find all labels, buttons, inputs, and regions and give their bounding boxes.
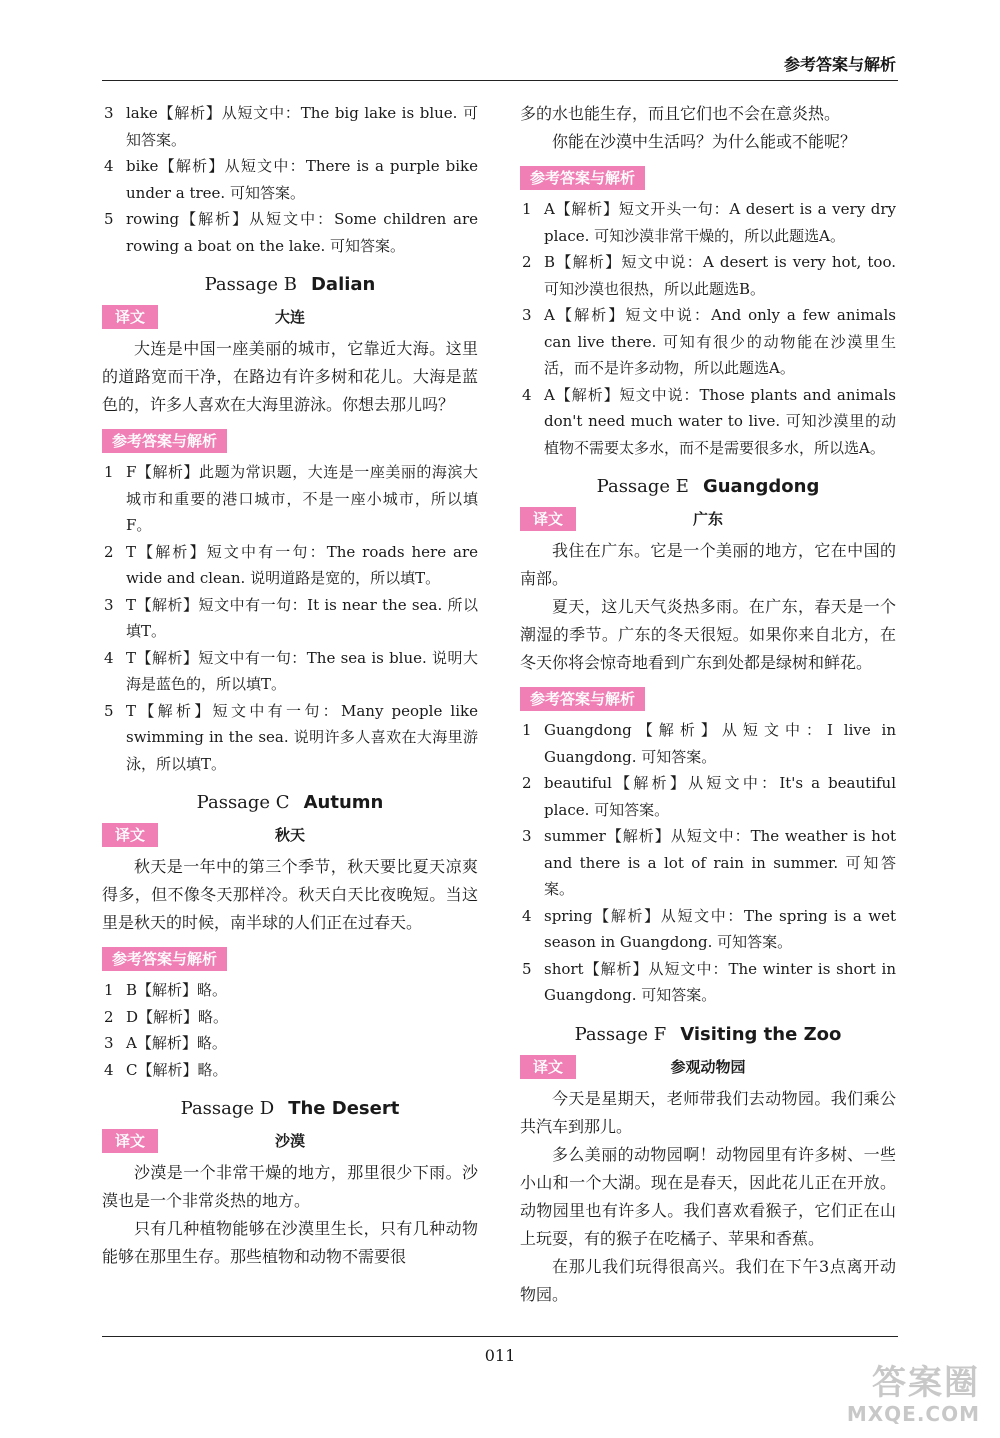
- passage-f-title: Passage F Visiting the Zoo: [574, 1023, 842, 1045]
- answer-item: 3 summer【解析】从短文中：The weather is hot and there is a lot of rain in summer. 可知答案。: [522, 827, 896, 898]
- translation-title: 广东: [692, 510, 723, 528]
- passage-d-title: Passage D The Desert: [180, 1098, 400, 1119]
- answer-item: 3 A【解析】短文中说：And only a few animals can live there. 可知有很少的动物能在沙漠里生活，而不是许多动物，所以此题选A。: [522, 306, 896, 377]
- header-title: 参考答案与解析: [783, 55, 896, 74]
- answer-item: 3 T【解析】短文中有一句：It is near the sea. 所以填T。: [104, 595, 478, 640]
- passage-b-title: Passage B Dalian: [204, 274, 376, 295]
- translation-paragraph: 今天是星期天，老师带我们去动物园。我们乘公共汽车到那儿。: [520, 1088, 896, 1136]
- footer-divider: [102, 1336, 898, 1337]
- watermark-logo: [810, 1364, 980, 1430]
- answer-item: 1 A【解析】短文开头一句：A desert is a very dry place. 可知沙漠非常干燥的，所以此题选A。: [522, 200, 896, 245]
- translation-title: 大连: [274, 308, 305, 326]
- translation-title: 秋天: [274, 826, 305, 844]
- left-column: [102, 100, 478, 1271]
- answer-item: 2 beautiful【解析】从短文中：It's a beautiful place. 可知答案。: [522, 774, 896, 819]
- translation-title: 参观动物园: [670, 1057, 746, 1076]
- answer-item: 4 T【解析】短文中有一句：The sea is blue. 说明大海是蓝色的，所以填T。: [104, 648, 478, 693]
- answers-tag: 参考答案与解析: [102, 429, 227, 453]
- answer-item: 4 A【解析】短文中说：Those plants and animals don't need much water to live. 可知沙漠里的动植物不需要太多水，而不是需要很多水，所以选A。: [522, 385, 896, 457]
- translation-paragraph: 只有几种植物能够在沙漠里生长，只有几种动物能够在那里生存。那些植物和动物不需要很: [102, 1219, 478, 1266]
- answer-item: 4 bike【解析】从短文中：There is a purple bike under a tree. 可知答案。: [104, 157, 478, 202]
- translation-paragraph: 我住在广东。它是一个美丽的地方，它在中国的南部。: [520, 541, 896, 588]
- answer-item: 1 B【解析】略。: [104, 981, 228, 999]
- answer-item: 3 lake【解析】从短文中：The big lake is blue. 可知答案。: [104, 104, 478, 149]
- answer-item: 5 short【解析】从短文中：The winter is short in Guangdong. 可知答案。: [522, 959, 896, 1004]
- translation-header: [102, 1127, 478, 1155]
- watermark-url: MXQE.COM: [846, 1402, 980, 1426]
- answer-item: 2 D【解析】略。: [104, 1007, 229, 1026]
- translation-tag: 译文: [520, 507, 576, 531]
- translation-paragraph: 秋天是一年中的第三个季节，秋天要比夏天凉爽得多，但不像冬天那样冷。秋天白天比夜晚短。当这里是秋天的时候，南半球的人们正在过春天。: [102, 857, 478, 932]
- translation-paragraph: 夏天，这儿天气炎热多雨。在广东，春天是一个潮湿的季节。广东的冬天很短。如果你来自北方，在冬天你将会惊奇地看到广东到处都是绿树和鲜花。: [520, 597, 896, 672]
- translation-tag: 译文: [520, 1055, 576, 1079]
- translation-header: [520, 1053, 896, 1081]
- translation-title: 沙漠: [274, 1132, 305, 1150]
- answer-item: 3 A【解析】略。: [104, 1034, 227, 1052]
- translation-tag: 译文: [102, 305, 158, 329]
- answer-item: 2 B【解析】短文中说：A desert is very hot, too. 可知沙漠也很热，所以此题选B。: [522, 253, 896, 298]
- translation-tag: 译文: [102, 823, 158, 847]
- answer-item: 5 rowing【解析】从短文中：Some children are rowing a boat on the lake. 可知答案。: [104, 210, 478, 255]
- passage-e-title: Passage E Guangdong: [596, 476, 820, 497]
- translation-paragraph: 沙漠是一个非常干燥的地方，那里很少下雨。沙漠也是一个非常炎热的地方。: [102, 1163, 478, 1210]
- translation-header: [102, 821, 478, 849]
- watermark-text: 答案圈: [872, 1363, 980, 1403]
- passage-a-answers-continued: [102, 100, 478, 259]
- answers-tag: 参考答案与解析: [102, 947, 227, 971]
- answer-item: 1 Guangdong【解析】从短文中：I live in Guangdong. 可知答案。: [522, 721, 896, 766]
- translation-paragraph: 多么美丽的动物园啊！动物园里有许多树、一些小山和一个大湖。现在是春天，因此花儿正在开放。动物园里也有许多人。我们喜欢看猴子，它们正在山上玩耍，有的猴子在吃橘子、苹果和香蕉。: [520, 1144, 896, 1248]
- translation-paragraph: 大连是中国一座美丽的城市，它靠近大海。这里的道路宽而干净，在路边有许多树和花儿。大海是蓝色的，许多人喜欢在大海里游泳。你想去那儿吗？: [102, 339, 478, 414]
- answer-item: 5 T【解析】短文中有一句：Many people like swimming in the sea. 说明许多人喜欢在大海里游泳，所以填T。: [104, 701, 478, 773]
- translation-paragraph: 多的水也能生存，而且它们也不会在意炎热。: [520, 104, 841, 123]
- answer-item: 4 C【解析】略。: [104, 1060, 228, 1079]
- answers-tag: 参考答案与解析: [520, 687, 645, 711]
- translation-tag: 译文: [102, 1129, 158, 1153]
- right-column: [520, 100, 896, 1309]
- translation-paragraph: 在那儿我们玩得很高兴。我们在下午3点离开动物园。: [520, 1256, 896, 1304]
- page-number: 011: [484, 1346, 516, 1365]
- answer-item: 2 T【解析】短文中有一句：The roads here are wide and clean. 说明道路是宽的，所以填T。: [104, 542, 478, 587]
- header-divider: [102, 80, 898, 81]
- translation-paragraph: 你能在沙漠中生活吗？为什么能或不能呢？: [552, 132, 857, 151]
- answers-tag: 参考答案与解析: [520, 166, 645, 190]
- translation-header: [520, 505, 896, 533]
- answer-item: 1 F【解析】此题为常识题，大连是一座美丽的海滨大城市和重要的港口城市，不是一座小城市，所以填F。: [104, 463, 478, 534]
- translation-header: [102, 303, 478, 331]
- passage-c-title: Passage C Autumn: [196, 792, 384, 813]
- answer-item: 4 spring【解析】从短文中：The spring is a wet season in Guangdong. 可知答案。: [522, 906, 896, 951]
